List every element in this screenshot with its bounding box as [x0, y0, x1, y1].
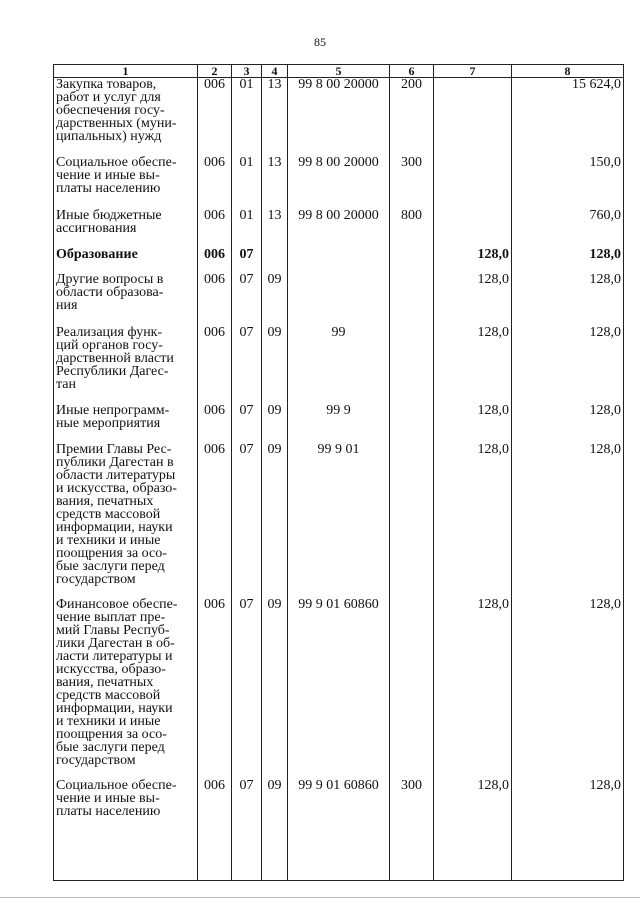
ved-cell: 006: [198, 156, 232, 209]
row-name: Другие вопросы в области образова- ния: [56, 271, 164, 313]
ved-cell: 006: [198, 598, 232, 779]
column-header: 7: [434, 65, 512, 78]
rz-cell: 07: [232, 779, 262, 881]
csr-cell: 99 9 01 60860: [288, 598, 390, 779]
sum2-cell: 128,0: [512, 598, 624, 779]
pr-cell: 09: [262, 273, 288, 326]
sum2-cell: 150,0: [512, 156, 624, 209]
vr-cell: [390, 248, 434, 273]
sum2-cell: 128,0: [512, 248, 624, 273]
csr-cell: 99 9: [288, 404, 390, 443]
pr-cell: 09: [262, 443, 288, 598]
sum1-cell: 128,0: [434, 598, 512, 779]
pr-cell: 13: [262, 209, 288, 248]
row-name: Финансовое обеспе- чение выплат пре- мий Главы Респуб- лики Дагестан в об- ласти литературы и искусства, образо- вания, печатных средств массовой информации, науки и техники и иные поощрения за осо- бые заслуги перед государством: [56, 596, 178, 768]
row-name-cell: [54, 326, 198, 404]
row-name: Социальное обеспе- чение и иные вы- платы населению: [56, 154, 177, 196]
sum1-cell: [434, 209, 512, 248]
page-number: 85: [314, 35, 326, 49]
csr-cell: 99 9 01 60860: [288, 779, 390, 881]
vr-cell: [390, 404, 434, 443]
sum1-cell: [434, 78, 512, 156]
rz-cell: 01: [232, 156, 262, 209]
pr-cell: [262, 248, 288, 273]
sum1-cell: [434, 156, 512, 209]
ved-cell: 006: [198, 326, 232, 404]
pr-cell: 09: [262, 326, 288, 404]
row-name-cell: [54, 598, 198, 779]
table-row: [54, 248, 624, 273]
vr-cell: [390, 443, 434, 598]
row-name: Премии Главы Рес- публики Дагестан в области литературы и искусства, образо- вания, печатных средств массовой информации, науки и техники и иные поощрения за осо- бые заслуги перед государством: [56, 441, 177, 587]
rz-cell: 07: [232, 443, 262, 598]
csr-cell: 99 8 00 20000: [288, 156, 390, 209]
sum2-cell: 128,0: [512, 443, 624, 598]
row-name: Реализация функ- ций органов госу- дарственной власти Республики Дагес- тан: [56, 324, 174, 392]
vr-cell: [390, 326, 434, 404]
header-row: [54, 65, 624, 78]
vr-cell: [390, 273, 434, 326]
table-row: [54, 404, 624, 443]
row-name-cell: [54, 273, 198, 326]
column-header: 4: [262, 65, 288, 78]
csr-cell: 99 8 00 20000: [288, 209, 390, 248]
csr-cell: [288, 273, 390, 326]
rz-cell: 07: [232, 598, 262, 779]
sum1-cell: 128,0: [434, 404, 512, 443]
sum1-cell: 128,0: [434, 443, 512, 598]
ved-cell: 006: [198, 779, 232, 881]
table-row: [54, 78, 624, 156]
row-name: Иные бюджетные ассигнования: [56, 207, 162, 236]
sum1-cell: 128,0: [434, 248, 512, 273]
row-name-cell: [54, 404, 198, 443]
csr-cell: 99: [288, 326, 390, 404]
table-row: [54, 209, 624, 248]
table-row: [54, 598, 624, 779]
budget-table: [53, 64, 624, 881]
scan-edge-line: [0, 897, 640, 898]
pr-cell: 13: [262, 156, 288, 209]
rz-cell: 07: [232, 248, 262, 273]
table-row: [54, 443, 624, 598]
ved-cell: 006: [198, 404, 232, 443]
sum2-cell: 128,0: [512, 779, 624, 881]
ved-cell: 006: [198, 443, 232, 598]
pr-cell: 09: [262, 779, 288, 881]
pr-cell: 09: [262, 404, 288, 443]
column-header: 8: [512, 65, 624, 78]
rz-cell: 01: [232, 209, 262, 248]
column-header: 6: [390, 65, 434, 78]
rz-cell: 01: [232, 78, 262, 156]
vr-cell: 800: [390, 209, 434, 248]
row-name: Иные непрограмм- ные мероприятия: [56, 402, 170, 431]
table-row: [54, 779, 624, 881]
ved-cell: 006: [198, 78, 232, 156]
csr-cell: 99 8 00 20000: [288, 78, 390, 156]
vr-cell: [390, 598, 434, 779]
sum2-cell: 760,0: [512, 209, 624, 248]
sum1-cell: 128,0: [434, 326, 512, 404]
table-row: [54, 156, 624, 209]
vr-cell: 300: [390, 156, 434, 209]
sum2-cell: 128,0: [512, 326, 624, 404]
rz-cell: 07: [232, 326, 262, 404]
pr-cell: 13: [262, 78, 288, 156]
csr-cell: [288, 248, 390, 273]
sum1-cell: 128,0: [434, 779, 512, 881]
ved-cell: 006: [198, 248, 232, 273]
vr-cell: 300: [390, 779, 434, 881]
ved-cell: 006: [198, 273, 232, 326]
column-header: 2: [198, 65, 232, 78]
vr-cell: 200: [390, 78, 434, 156]
row-name-cell: [54, 248, 198, 273]
row-name: Социальное обеспе- чение и иные вы- платы населению: [56, 777, 177, 819]
row-name: Закупка товаров, работ и услуг для обеспечения госу- дарственных (муни- ципальных) нужд: [56, 77, 177, 144]
row-name-cell: [54, 156, 198, 209]
pr-cell: 09: [262, 598, 288, 779]
column-header: 1: [54, 65, 198, 78]
row-name-cell: [54, 779, 198, 881]
row-name-cell: [54, 443, 198, 598]
column-header: 5: [288, 65, 390, 78]
table-row: [54, 273, 624, 326]
sum1-cell: 128,0: [434, 273, 512, 326]
row-name-cell: [54, 209, 198, 248]
sum2-cell: 128,0: [512, 273, 624, 326]
sum2-cell: 128,0: [512, 404, 624, 443]
table-row: [54, 326, 624, 404]
csr-cell: 99 9 01: [288, 443, 390, 598]
rz-cell: 07: [232, 273, 262, 326]
row-name: Образование: [56, 246, 138, 262]
sum2-cell: 15 624,0: [512, 78, 624, 156]
ved-cell: 006: [198, 209, 232, 248]
rz-cell: 07: [232, 404, 262, 443]
row-name-cell: [54, 78, 198, 156]
column-header: 3: [232, 65, 262, 78]
